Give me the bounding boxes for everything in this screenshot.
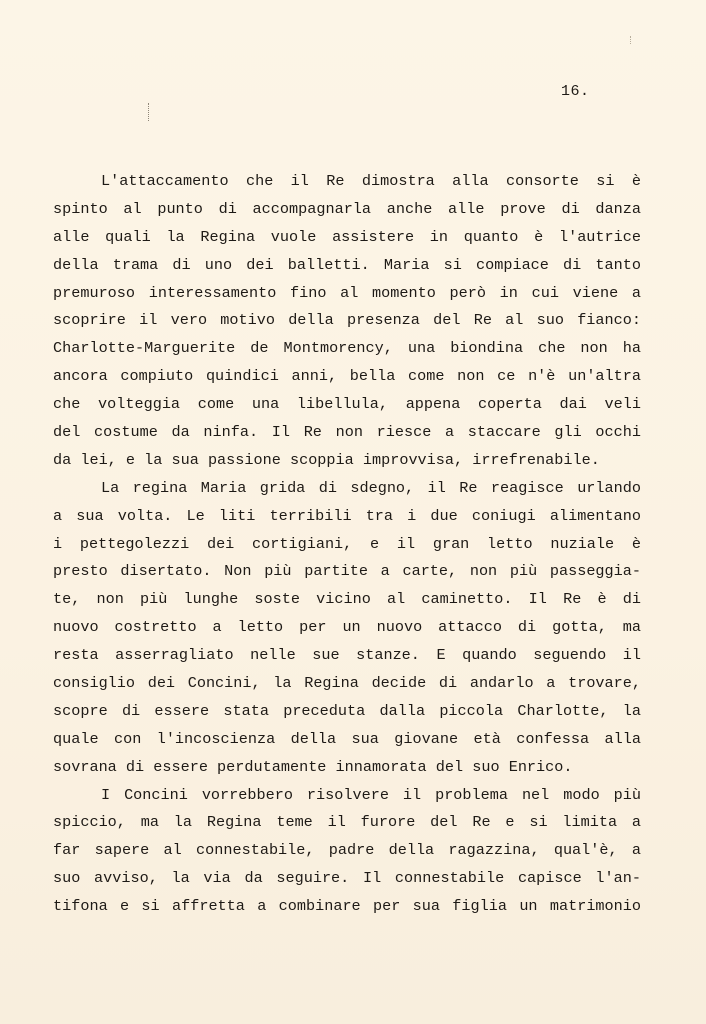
text-line: nuovo costretto a letto per un nuovo attacco di gotta, ma [53, 618, 641, 637]
text-line: resta asserragliato nelle sue stanze. E quando seguendo il [53, 646, 641, 665]
text-line: te, non più lunghe soste vicino al caminetto. Il Re è di [53, 590, 641, 609]
text-line: far sapere al connestabile, padre della ragazzina, qual'è, a [53, 841, 641, 860]
text-line: da lei, e la sua passione scoppia improvvisa, irrefrenabile. [53, 450, 600, 469]
text-line: L'attaccamento che il Re dimostra alla consorte si è [101, 172, 641, 190]
text-line: i pettegolezzi dei cortigiani, e il gran letto nuziale è [53, 534, 641, 553]
text-line: tifona e si affretta a combinare per sua figlia un matrimonio [53, 897, 641, 916]
text-line: I Concini vorrebbero risolvere il problema nel modo più [101, 785, 641, 804]
page-number: 16. [561, 83, 590, 100]
text-line: ancora compiuto quindici anni, bella come non ce n'è un'altra [53, 367, 641, 386]
text-line: che volteggia come una libellula, appena coperta dai veli [53, 395, 641, 414]
text-line: scopre di essere stata preceduta dalla piccola Charlotte, la [53, 701, 641, 720]
text-line: consiglio dei Concini, la Regina decide di andarlo a trovare, [53, 674, 641, 693]
text-line: La regina Maria grida di sdegno, il Re reagisce urlando [101, 478, 641, 497]
text-line: sovrana di essere perdutamente innamorata del suo Enrico. [53, 757, 573, 776]
text-line: scoprire il vero motivo della presenza del Re al suo fianco: [53, 311, 641, 330]
text-line: alle quali la Regina vuole assistere in quanto è l'autrice [53, 227, 641, 246]
text-line: suo avviso, la via da seguire. Il connestabile capisce l'an- [53, 869, 641, 888]
text-line: a sua volta. Le liti terribili tra i due coniugi alimentano [53, 506, 641, 525]
text-line: premuroso interessamento fino al momento però in cui viene a [53, 283, 641, 302]
corner-mark [630, 36, 632, 44]
text-line: spinto al punto di accompagnarla anche alle prove di danza [53, 199, 641, 218]
text-line: spiccio, ma la Regina teme il furore del Re e si limita a [53, 813, 641, 832]
text-line: presto disertato. Non più partite a carte, non più passeggia- [53, 562, 641, 581]
body-text [53, 168, 641, 921]
text-line: della trama di uno dei balletti. Maria si compiace di tanto [53, 255, 641, 274]
text-line: Charlotte-Marguerite de Montmorency, una biondina che non ha [53, 339, 641, 358]
text-line: quale con l'incoscienza della sua giovane età confessa alla [53, 729, 641, 748]
text-line: del costume da ninfa. Il Re non riesce a staccare gli occhi [53, 423, 641, 442]
margin-mark [148, 103, 150, 121]
